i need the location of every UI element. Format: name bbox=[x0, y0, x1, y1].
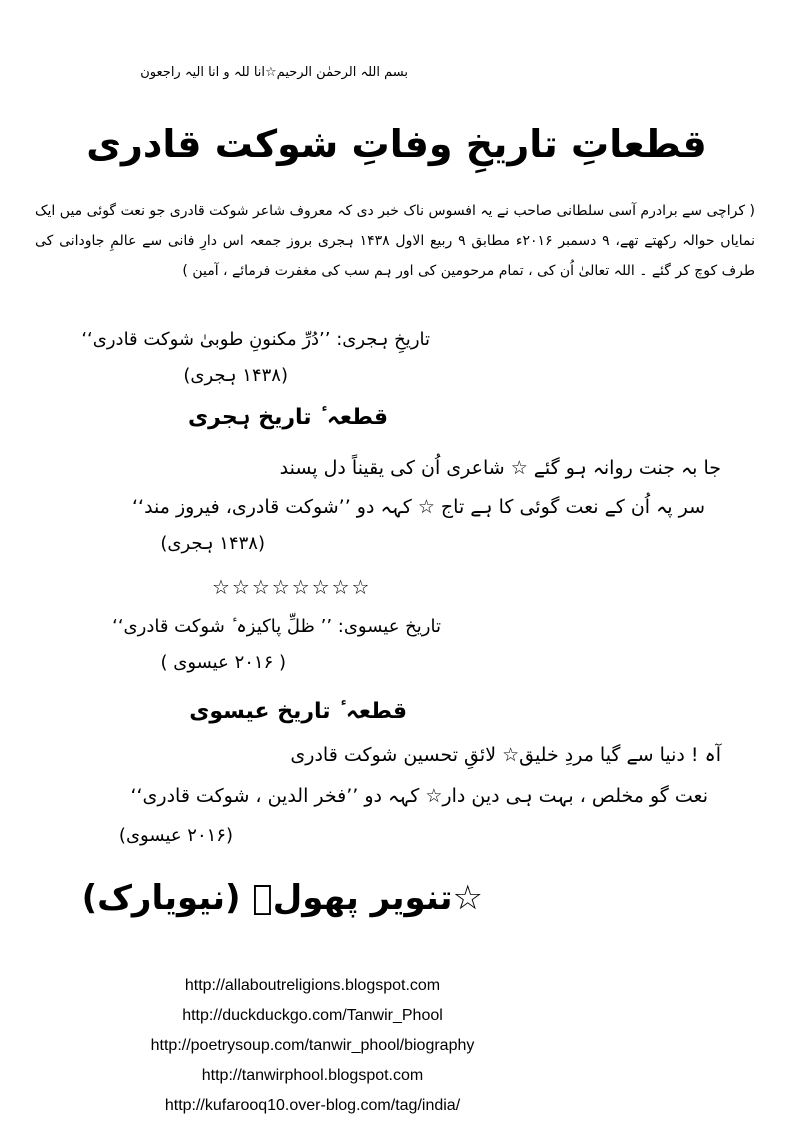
link-item[interactable]: http://kufarooq10.over-blog.com/tag/india/ bbox=[164, 1097, 461, 1114]
hijri-year: (۱۴۳۸ ہجری) bbox=[183, 365, 288, 386]
esvi-verse-year: (۲۰۱۶ عیسوی) bbox=[118, 825, 233, 846]
bismillah-line: بسم اللہ الرحمٰن الرحیم☆انا للہ و انا الیہ راجعون bbox=[140, 65, 408, 80]
hijri-verse-year: (۱۴۳۸ ہجری) bbox=[160, 533, 265, 554]
link-list bbox=[0, 975, 625, 1125]
link-item[interactable]: http://poetrysoup.com/tanwir_phool/biography bbox=[150, 1037, 475, 1054]
link-item[interactable]: http://allaboutreligions.blogspot.com bbox=[184, 977, 441, 994]
intro-paragraph: ( کراچی سے برادرم آسی سلطانی صاحب نے یہ افسوس ناک خبر دی کہ معروف شاعر شوکت قادری جو نعت گوئی میں ایک نمایاں حوالہ رکھتے تھے، ۹ دسمبر ۲۰۱۶ء مطابق ۹ ربیع الاول ۱۴۳۸ ہجری بروز جمعہ اس دارِ فانی سے عالمِ جاودانی کی طرف کوچ کر گئے ۔ اللہ تعالیٰ اُن کی ، تمام مرحومین کی اور ہم سب کی مغفرت فرمائے ، آمین ) bbox=[35, 203, 756, 279]
author-signature: ☆تنویر پھولؔ (نیویارک) bbox=[81, 878, 483, 918]
page-title: قطعاتِ تاریخِ وفاتِ شوکت قادری bbox=[86, 122, 707, 166]
esvi-verse-2: نعت گو مخلص ، بہت ہی دین دار☆ کہہ دو ’’فخر الدین ، شوکت قادری‘‘ bbox=[130, 785, 708, 807]
hijri-verse-1: جا بہ جنت روانہ ہو گئے ☆ شاعری اُن کی یقیناً دل پسند bbox=[279, 457, 721, 479]
esvi-date-line: تاریخ عیسوی: ’’ ظلِّ پاکیزہ ٔ شوکت قادری‘‘ bbox=[112, 616, 441, 637]
star-divider: ☆☆☆☆☆☆☆☆ bbox=[212, 575, 372, 599]
hijri-verse-2: سر پہ اُن کے نعت گوئی کا ہے تاج ☆ کہہ دو ’’شوکت قادری، فیروز مند‘‘ bbox=[132, 496, 705, 518]
link-item[interactable]: http://duckduckgo.com/Tanwir_Phool bbox=[182, 1007, 443, 1024]
esvi-year: ( ۲۰۱۶ عیسوی ) bbox=[160, 652, 286, 673]
esvi-heading: قطعہ ٔ تاریخ عیسوی bbox=[189, 699, 407, 724]
esvi-verse-1: آہ ! دنیا سے گیا مردِ خلیق☆ لائقِ تحسین شوکت قادری bbox=[290, 744, 721, 766]
hijri-date-line: تاریخِ ہجری: ’’دُرِّ مکنونِ طوبیٰ شوکت قادری‘‘ bbox=[81, 329, 430, 350]
hijri-heading: قطعہ ٔ تاریخ ہجری bbox=[187, 405, 388, 430]
link-item[interactable]: http://tanwirphool.blogspot.com bbox=[201, 1067, 424, 1084]
